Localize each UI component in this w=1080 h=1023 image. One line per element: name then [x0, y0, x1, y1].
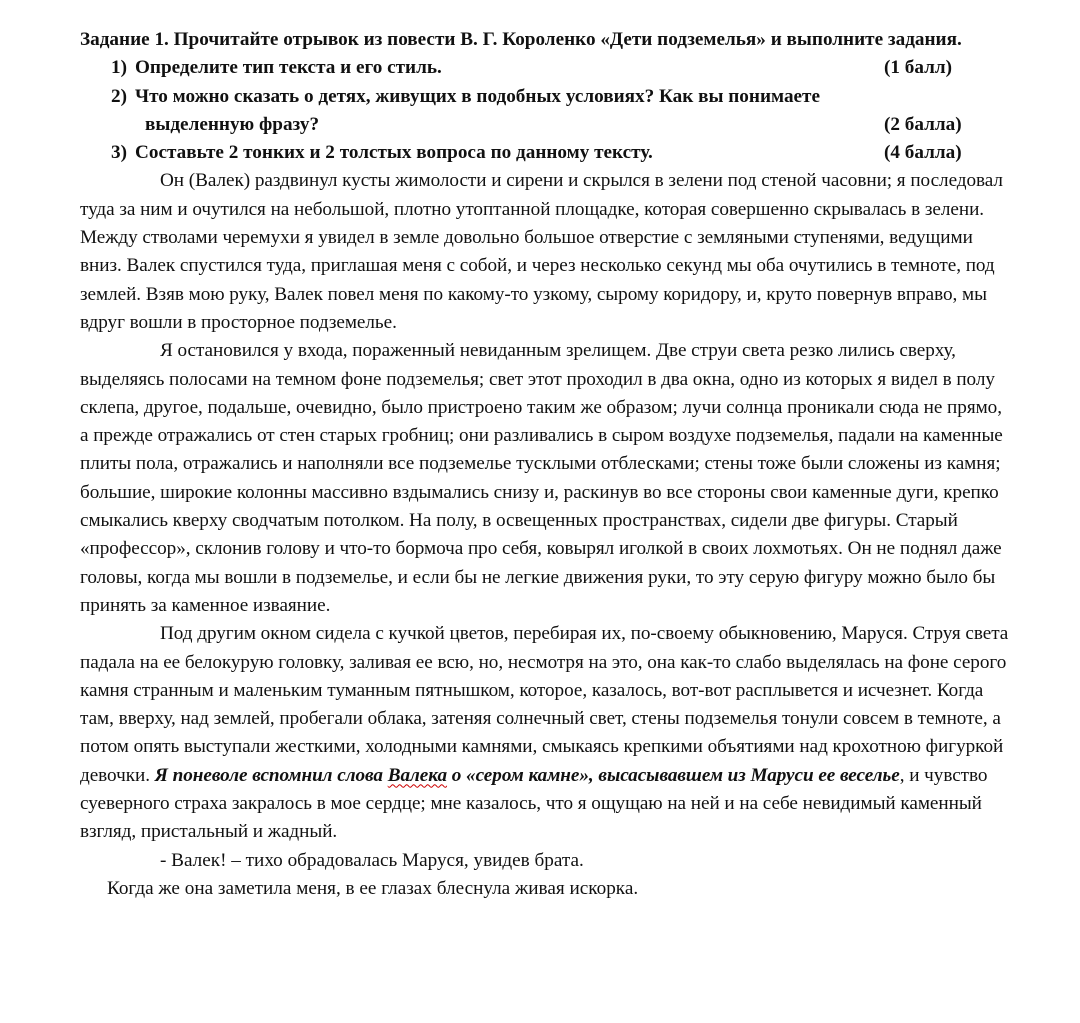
document-page [80, 26, 1010, 903]
closing-line: Когда же она заметила меня, в ее глазах блеснула живая искорка. [107, 877, 639, 899]
paragraph-text: Под другим окном сидела с кучкой цветов, перебирая их, по-своему обыкновению, Маруся. Струя света падала на ее белокурую головку, заливая ее всю, но, несмотря на это, она как-то слабо выделялась на фоне серого камня странным и маленьким туманным пятнышком, которое, казалось, вот-вот расплывется и исчезнет. Когда там, вверху, над землей, пробегали облака, затеняя солнечный свет, стены подземелья тонули совсем в темноте, а потом опять выступали жесткими, холодными камнями, смыкаясь крепкими объятиями над крохотною фигуркой девочки. [80, 623, 1009, 786]
task-number: 3) [111, 142, 127, 164]
task-list [80, 54, 1010, 167]
highlighted-phrase [155, 765, 900, 786]
paragraph-text: , и чувство суеверного страха закралось в мое сердце; мне казалось, что я ощущаю на ней и на себе невидимый каменный взгляд, пристальный и жадный. [80, 764, 988, 843]
task-points: (1 балл) [884, 57, 953, 79]
story-paragraph-1: Он (Валек) раздвинул кусты жимолости и сирени и скрылся в зелени под стеной часовни; я последовал туда за ним и очутился на небольшой, плотно утоптанной площадке, которая совершенно скрывалась в зелени. Между стволами черемухи я увидел в земле довольно большое отверстие с земляными ступенями, ведущими вниз. Валек спустился туда, приглашая меня с собой, и через несколько секунд мы оба очутились в темноте, под землей. Взяв мою руку, Валек повел меня по какому-то узкому, сырому коридору, и, круто повернув вправо, мы вдруг вошли в просторное подземелье. [80, 170, 1003, 333]
task-item [80, 54, 1010, 82]
task-text: Составьте 2 тонких и 2 толстых вопроса по данному тексту. [135, 142, 653, 164]
assignment-heading: Задание 1. Прочитайте отрывок из повести В. Г. Короленко «Дети подземелья» и выполните задания. [80, 29, 962, 50]
task-number: 1) [111, 57, 127, 79]
story-paragraph-2: Я остановился у входа, пораженный невиданным зрелищем. Две струи света резко лились сверху, выделяясь полосами на темном фоне подземелья; свет этот проходил в два окна, одно из которых я видел в полу склепа, другое, подальше, очевидно, было пристроено таким же образом; лучи солнца проникали сюда не прямо, а прежде отражались от стен старых гробниц; они разливались в сыром воздухе подземелья, падали на каменные плиты пола, отражались и наполняли все подземелье тусклыми отблесками; стены тоже были сложены из камня; большие, широкие колонны массивно вздымались снизу и, раскинув во все стороны свои каменные дуги, крепко смыкались кверху сводчатым потолком. На полу, в освещенных пространствах, сидели две фигуры. Старый «профессор», склонив голову и что-то бормоча про себя, ковырял иголкой в своих лохмотьях. Он не поднял даже головы, когда мы вошли в подземелье, и если бы не легкие движения руки, то эту серую фигуру можно было бы принять за каменное изваяние. [80, 340, 1003, 616]
task-item [80, 139, 1010, 167]
task-text: Определите тип текста и его стиль. [135, 57, 442, 79]
spellcheck-underlined-word: Валека [387, 764, 448, 786]
highlighted-phrase-part: Я поневоле вспомнил слова [154, 764, 388, 786]
story-paragraph-3 [80, 620, 1010, 846]
highlighted-phrase-part: о «сером камне», высасывавшем из Маруси ее веселье [447, 764, 900, 786]
task-number: 2) [111, 85, 127, 107]
task-text-continued: выделенную фразу? [145, 113, 320, 135]
task-text: Что можно сказать о детях, живущих в подобных условиях? Как вы понимаете [135, 85, 821, 107]
task-points: (2 балла) [884, 113, 962, 135]
task-points: (4 балла) [884, 142, 962, 164]
dialog-line: - Валек! – тихо обрадовалась Маруся, увидев брата. [160, 849, 584, 871]
task-item [80, 83, 1010, 140]
